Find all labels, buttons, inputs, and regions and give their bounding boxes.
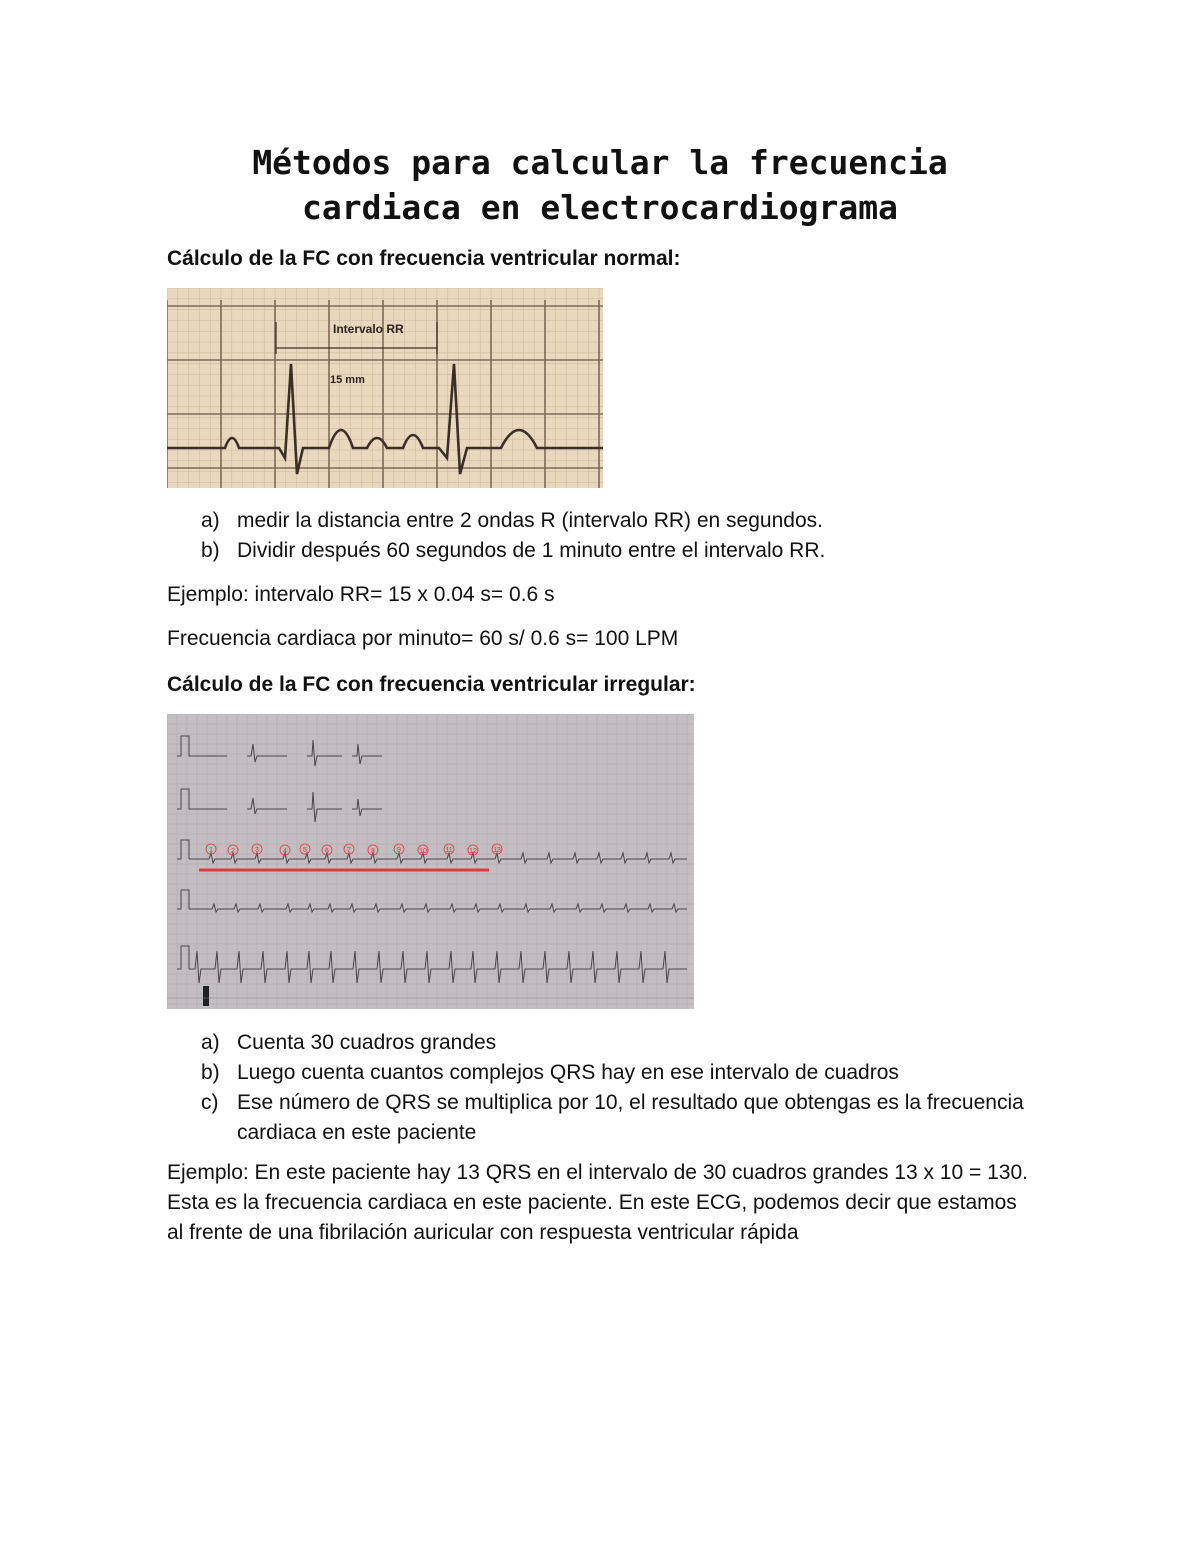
list-item bbox=[167, 506, 1037, 536]
example-irregular: Ejemplo: En este paciente hay 13 QRS en el intervalo de 30 cuadros grandes 13 x 10 = 130. Esta es la frecuencia cardiaca en este paciente. En este ECG, podemos decir que estamos al frente de una fibrilación auricular con respuesta ventricular rápida bbox=[167, 1161, 1028, 1244]
qrs-marker-label: 11 bbox=[445, 847, 453, 854]
qrs-marker-label: 4 bbox=[283, 848, 287, 855]
list-marker: b) bbox=[201, 539, 220, 562]
list-item bbox=[167, 1088, 1037, 1148]
qrs-marker-label: 3 bbox=[255, 847, 259, 854]
result-normal: Frecuencia cardiaca por minuto= 60 s/ 0.6 s= 100 LPM bbox=[167, 627, 679, 650]
list-item bbox=[167, 536, 1037, 566]
title-line-1: Métodos para calcular la frecuencia bbox=[252, 143, 948, 182]
list-marker: a) bbox=[201, 509, 220, 532]
steps-list-normal bbox=[167, 506, 1037, 566]
section-heading-irregular: Cálculo de la FC con frecuencia ventricular irregular: bbox=[167, 673, 696, 696]
list-text: Ese número de QRS se multiplica por 10, el resultado que obtengas es la frecuencia cardiaca en este paciente bbox=[237, 1091, 1024, 1144]
qrs-marker-label: 1 bbox=[209, 847, 213, 854]
section-heading-normal: Cálculo de la FC con frecuencia ventricular normal: bbox=[167, 247, 681, 270]
title-line-2: cardiaca en electrocardiograma bbox=[301, 188, 899, 227]
list-item bbox=[167, 1028, 1037, 1058]
list-marker: b) bbox=[201, 1061, 220, 1084]
list-text: Dividir después 60 segundos de 1 minuto entre el intervalo RR. bbox=[237, 539, 826, 562]
qrs-marker-label: 7 bbox=[347, 847, 351, 854]
steps-list-irregular bbox=[167, 1028, 1037, 1148]
list-marker: a) bbox=[201, 1031, 220, 1054]
page-title bbox=[0, 140, 1200, 230]
ecg-figure-normal bbox=[167, 288, 603, 493]
qrs-marker-label: 10 bbox=[419, 848, 427, 855]
list-text: medir la distancia entre 2 ondas R (intervalo RR) en segundos. bbox=[237, 509, 823, 532]
qrs-marker-label: 13 bbox=[493, 847, 501, 854]
qrs-marker-label: 5 bbox=[303, 847, 307, 854]
list-text: Cuenta 30 cuadros grandes bbox=[237, 1031, 497, 1054]
qrs-marker-label: 9 bbox=[397, 847, 401, 854]
list-marker: c) bbox=[201, 1091, 219, 1114]
example-normal: Ejemplo: intervalo RR= 15 x 0.04 s= 0.6 s bbox=[167, 583, 555, 606]
qrs-marker-label: 2 bbox=[231, 848, 235, 855]
ecg-figure-irregular bbox=[167, 714, 694, 1014]
qrs-marker-label: 12 bbox=[469, 848, 477, 855]
list-item bbox=[167, 1058, 1037, 1088]
ecg-12-lead-image bbox=[167, 714, 694, 1009]
list-text: Luego cuenta cuantos complejos QRS hay en ese intervalo de cuadros bbox=[237, 1061, 899, 1084]
label-15mm: 15 mm bbox=[330, 374, 365, 386]
ecg-rr-image bbox=[167, 288, 603, 488]
qrs-marker-label: 8 bbox=[371, 848, 375, 855]
label-intervalo-rr: Intervalo RR bbox=[333, 322, 404, 336]
qrs-marker-label: 6 bbox=[325, 848, 329, 855]
